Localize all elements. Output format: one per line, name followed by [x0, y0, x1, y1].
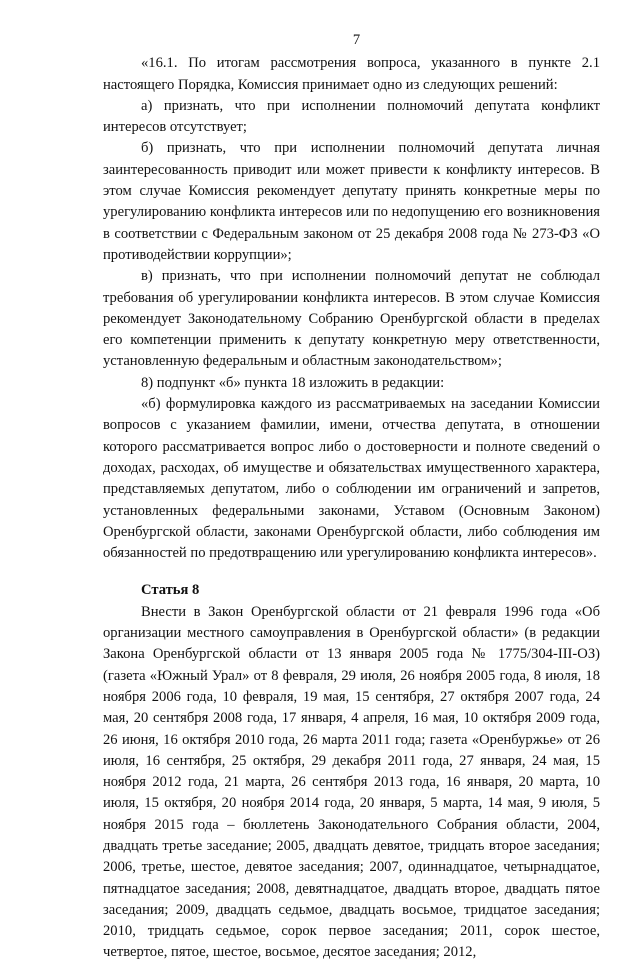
paragraph-decision-a: а) признать, что при исполнении полномочий депутата конфликт интересов отсутствует;	[103, 97, 600, 136]
paragraph-subitem-b: «б) формулировка каждого из рассматриваемых на заседании Комиссии вопросов с указанием фамилии, имени, отчества депутата, в отношении которого рассматривается вопрос либо о достоверности и полноте сведений о доходах, расходах, об имуществе и обязательствах имущественного характера, представляемых депутатом, либо о соблюдении им ограничений и запретов, установленных федеральными законами, Уставом (Основным Законом) Оренбургской области, законами Оренбургской области, либо соблюдения им обязанностей по предотвращению или урегулированию конфликта интересов».	[103, 396, 600, 562]
paragraph-16-1-intro: «16.1. По итогам рассмотрения вопроса, указанного в пункте 2.1 настоящего Порядка, Комиссия принимает одно из следующих решений:	[103, 55, 600, 93]
paragraph-article-8-body: Внести в Закон Оренбургской области от 21 февраля 1996 года «Об организации местного самоуправления в Оренбургской области» (в редакции Закона Оренбургской области от 13 января 2005 года № 1775/304-III-ОЗ) (газета «Южный Урал» от 8 февраля, 29 июля, 26 ноября 2005 года, 8 июля, 18 ноября 2006 года, 10 февраля, 19 мая, 15 сентября, 27 октября 2007 года, 24 мая, 20 сентября 2008 года, 17 января, 4 апреля, 16 мая, 10 октября 2009 года, 26 июня, 16 октября 2010 года, 26 марта 2011 года; газета «Оренбуржье» от 26 июля, 16 сентября, 25 октября, 29 декабря 2011 года, 27 января, 24 мая, 15 ноября 2012 года, 21 марта, 26 сентября 2013 года, 16 января, 20 марта, 10 июля, 15 октября, 20 ноября 2014 года, 20 января, 5 марта, 14 мая, 9 июля, 5 ноября 2015 года – бюллетень Законодательного Собрания области, 2004, двадцать третье заседание; 2005, двадцать девятое, тридцать второе заседания; 2006, третье, шестое, девятое заседания; 2007, одиннадцатое, четырнадцатое, пятнадцатое заседания; 2008, девятнадцатое, двадцать второе, двадцать пятое заседания; 2009, двадцать седьмое, двадцать восьмое, тридцатое заседания; 2010, тридцать седьмое, сорок первое заседания; 2011, сорок шестое, четвертое, пятое, шестое, восьмое, десятое заседания; 2012,	[103, 603, 600, 961]
document-page	[103, 30, 600, 964]
paragraph-item-8: 8) подпункт «б» пункта 18 изложить в редакции:	[141, 374, 445, 391]
article-heading: Статья 8	[141, 582, 200, 599]
page-number: 7	[352, 32, 361, 48]
paragraph-decision-v: в) признать, что при исполнении полномочий депутат не соблюдал требования об урегулировании конфликта интересов. В этом случае Комиссия рекомендует Законодательному Собранию Оренбургской области в пределах его компетенции применить к депутату конкретную меру ответственности, установленную федеральным и областным законодательством»;	[103, 268, 600, 370]
paragraph-decision-b: б) признать, что при исполнении полномочий депутата личная заинтересованность приводит или может привести к конфликту интересов. В этом случае Комиссия рекомендует депутату принять конкретные меры по урегулированию конфликта интересов или по недопущению его возникновения в соответствии с Федеральным законом от 25 декабря 2008 года № 273-ФЗ «О противодействии коррупции»;	[103, 140, 600, 263]
